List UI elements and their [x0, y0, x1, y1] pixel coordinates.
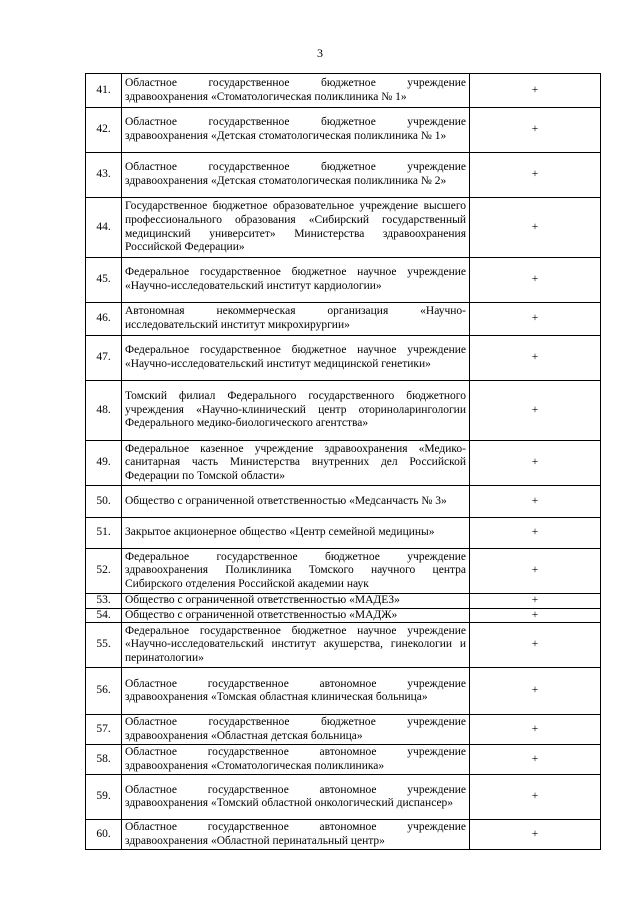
institution-name: Федеральное государственное бюджетное научное учреждение «Научно-исследовательский институт кардиологии» — [122, 258, 470, 303]
row-number: 60. — [86, 820, 122, 850]
participation-mark: + — [470, 715, 601, 745]
table-row — [86, 549, 601, 594]
row-number: 56. — [86, 668, 122, 715]
row-number: 47. — [86, 336, 122, 381]
institution-name: Федеральное государственное бюджетное научное учреждение «Научно-исследовательский институт акушерства, гинекологии и перинатологии» — [122, 623, 470, 668]
participation-mark: + — [470, 108, 601, 153]
table-row — [86, 153, 601, 198]
row-number: 58. — [86, 745, 122, 775]
institution-name: Автономная некоммерческая организация «Научно-исследовательский институт микрохирургии» — [122, 303, 470, 336]
participation-mark: + — [470, 153, 601, 198]
page-number: 3 — [317, 46, 323, 60]
institution-name: Томский филиал Федерального государственного бюджетного учреждения «Научно-клинический центр оториноларингологии Федерального медико-биологического агентства» — [122, 381, 470, 441]
row-number: 59. — [86, 775, 122, 820]
participation-mark: + — [470, 486, 601, 518]
table-row — [86, 108, 601, 153]
participation-mark: + — [470, 258, 601, 303]
table-row — [86, 381, 601, 441]
table-row — [86, 441, 601, 486]
institution-name: Общество с ограниченной ответственностью «Медсанчасть № 3» — [122, 486, 470, 518]
participation-mark: + — [470, 518, 601, 549]
institution-name: Общество с ограниченной ответственностью «МАДЕЗ» — [122, 594, 470, 609]
participation-mark: + — [470, 381, 601, 441]
row-number: 53. — [86, 594, 122, 609]
table-row — [86, 258, 601, 303]
row-number: 52. — [86, 549, 122, 594]
participation-mark: + — [470, 608, 601, 623]
participation-mark: + — [470, 668, 601, 715]
institution-name: Областное государственное автономное учреждение здравоохранения «Стоматологическая поликлиника» — [122, 745, 470, 775]
row-number: 57. — [86, 715, 122, 745]
row-number: 48. — [86, 381, 122, 441]
row-number: 43. — [86, 153, 122, 198]
institution-name: Областное государственное автономное учреждение здравоохранения «Областной перинатальный центр» — [122, 820, 470, 850]
table-row — [86, 518, 601, 549]
participation-mark: + — [470, 198, 601, 258]
participation-mark: + — [470, 775, 601, 820]
table-row — [86, 74, 601, 108]
participation-mark: + — [470, 441, 601, 486]
participation-mark: + — [470, 594, 601, 609]
table-row — [86, 336, 601, 381]
table-row — [86, 594, 601, 609]
row-number: 55. — [86, 623, 122, 668]
institution-name: Областное государственное бюджетное учреждение здравоохранения «Детская стоматологическая поликлиника № 2» — [122, 153, 470, 198]
table-row — [86, 775, 601, 820]
table-row — [86, 198, 601, 258]
participation-mark: + — [470, 820, 601, 850]
institution-name: Областное государственное автономное учреждение здравоохранения «Томская областная клиническая больница» — [122, 668, 470, 715]
participation-mark: + — [470, 74, 601, 108]
row-number: 50. — [86, 486, 122, 518]
institution-name: Государственное бюджетное образовательное учреждение высшего профессионального образования «Сибирский государственный медицинский университет» Министерства здравоохранения Российской Федерации» — [122, 198, 470, 258]
institution-name: Областное государственное бюджетное учреждение здравоохранения «Детская стоматологическая поликлиника № 1» — [122, 108, 470, 153]
institution-name: Закрытое акционерное общество «Центр семейной медицины» — [122, 518, 470, 549]
row-number: 41. — [86, 74, 122, 108]
table-row — [86, 608, 601, 623]
institution-name: Областное государственное бюджетное учреждение здравоохранения «Областная детская больница» — [122, 715, 470, 745]
table-row — [86, 745, 601, 775]
participation-mark: + — [470, 623, 601, 668]
row-number: 54. — [86, 608, 122, 623]
table-row — [86, 303, 601, 336]
institution-name: Федеральное государственное бюджетное учреждение здравоохранения Поликлиника Томского научного центра Сибирского отделения Российской академии наук — [122, 549, 470, 594]
institution-name: Областное государственное бюджетное учреждение здравоохранения «Стоматологическая поликлиника № 1» — [122, 74, 470, 108]
row-number: 45. — [86, 258, 122, 303]
row-number: 51. — [86, 518, 122, 549]
participation-mark: + — [470, 745, 601, 775]
table-row — [86, 668, 601, 715]
institutions-table — [85, 73, 601, 850]
institutions-table-body — [86, 74, 601, 850]
participation-mark: + — [470, 549, 601, 594]
institution-name: Областное государственное автономное учреждение здравоохранения «Томский областной онкологический диспансер» — [122, 775, 470, 820]
row-number: 46. — [86, 303, 122, 336]
institution-name: Федеральное казенное учреждение здравоохранения «Медико-санитарная часть Министерства внутренних дел Российской Федерации по Томской области» — [122, 441, 470, 486]
table-row — [86, 820, 601, 850]
table-row — [86, 715, 601, 745]
table-row — [86, 623, 601, 668]
row-number: 42. — [86, 108, 122, 153]
institution-name: Общество с ограниченной ответственностью «МАДЖ» — [122, 608, 470, 623]
row-number: 44. — [86, 198, 122, 258]
table-row — [86, 486, 601, 518]
institution-name: Федеральное государственное бюджетное научное учреждение «Научно-исследовательский институт медицинской генетики» — [122, 336, 470, 381]
participation-mark: + — [470, 303, 601, 336]
participation-mark: + — [470, 336, 601, 381]
row-number: 49. — [86, 441, 122, 486]
